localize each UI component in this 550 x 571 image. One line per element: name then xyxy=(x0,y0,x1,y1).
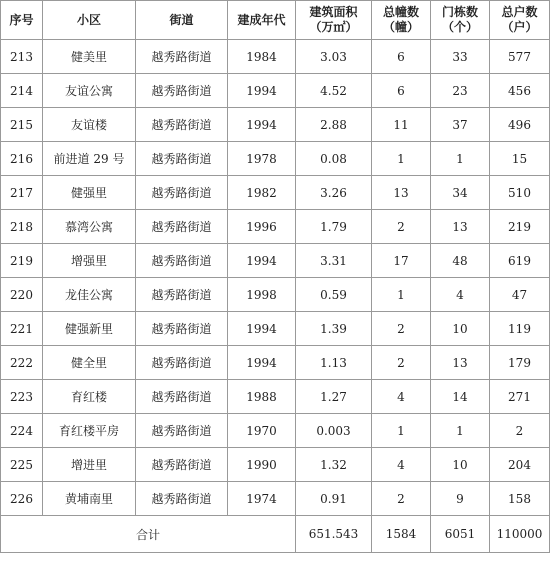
cell-year-built: 1994 xyxy=(228,244,296,278)
cell-year-built: 1974 xyxy=(228,482,296,516)
cell-building-count: 4 xyxy=(372,448,431,482)
cell-serial: 217 xyxy=(1,176,43,210)
table-row xyxy=(1,176,550,210)
table-row xyxy=(1,74,550,108)
cell-serial: 219 xyxy=(1,244,43,278)
cell-serial: 224 xyxy=(1,414,43,448)
cell-street: 越秀路街道 xyxy=(136,278,228,312)
cell-serial: 225 xyxy=(1,448,43,482)
cell-door-count: 9 xyxy=(431,482,490,516)
header-door-count: 门栋数 （个） xyxy=(431,1,490,40)
table-row xyxy=(1,482,550,516)
cell-serial: 215 xyxy=(1,108,43,142)
cell-street: 越秀路街道 xyxy=(136,448,228,482)
cell-door-count: 10 xyxy=(431,312,490,346)
header-community: 小区 xyxy=(43,1,136,40)
cell-door-count: 13 xyxy=(431,346,490,380)
table-row xyxy=(1,278,550,312)
cell-door-count: 23 xyxy=(431,74,490,108)
cell-year-built: 1994 xyxy=(228,312,296,346)
table-row xyxy=(1,414,550,448)
cell-building-count: 1 xyxy=(372,414,431,448)
total-area: 651.543 xyxy=(296,516,372,553)
cell-door-count: 34 xyxy=(431,176,490,210)
cell-street: 越秀路街道 xyxy=(136,74,228,108)
total-label: 合计 xyxy=(1,516,296,553)
cell-street: 越秀路街道 xyxy=(136,414,228,448)
cell-household-count: 15 xyxy=(490,142,550,176)
cell-year-built: 1988 xyxy=(228,380,296,414)
cell-floor-area: 0.91 xyxy=(296,482,372,516)
cell-household-count: 2 xyxy=(490,414,550,448)
cell-building-count: 2 xyxy=(372,210,431,244)
cell-street: 越秀路街道 xyxy=(136,380,228,414)
cell-street: 越秀路街道 xyxy=(136,108,228,142)
cell-street: 越秀路街道 xyxy=(136,210,228,244)
cell-door-count: 4 xyxy=(431,278,490,312)
cell-door-count: 33 xyxy=(431,40,490,74)
cell-household-count: 510 xyxy=(490,176,550,210)
cell-floor-area: 3.31 xyxy=(296,244,372,278)
header-year-built: 建成年代 xyxy=(228,1,296,40)
cell-building-count: 2 xyxy=(372,482,431,516)
cell-community: 健强里 xyxy=(43,176,136,210)
cell-building-count: 2 xyxy=(372,346,431,380)
cell-street: 越秀路街道 xyxy=(136,176,228,210)
cell-door-count: 14 xyxy=(431,380,490,414)
cell-building-count: 1 xyxy=(372,278,431,312)
cell-building-count: 2 xyxy=(372,312,431,346)
cell-building-count: 17 xyxy=(372,244,431,278)
cell-community: 黄埔南里 xyxy=(43,482,136,516)
cell-serial: 218 xyxy=(1,210,43,244)
cell-year-built: 1984 xyxy=(228,40,296,74)
cell-floor-area: 1.32 xyxy=(296,448,372,482)
total-households: 110000 xyxy=(490,516,550,553)
table-row xyxy=(1,312,550,346)
cell-serial: 220 xyxy=(1,278,43,312)
cell-serial: 223 xyxy=(1,380,43,414)
header-street: 街道 xyxy=(136,1,228,40)
cell-community: 健美里 xyxy=(43,40,136,74)
cell-household-count: 456 xyxy=(490,74,550,108)
cell-community: 增强里 xyxy=(43,244,136,278)
cell-year-built: 1994 xyxy=(228,108,296,142)
cell-community: 前进道 29 号 xyxy=(43,142,136,176)
cell-door-count: 13 xyxy=(431,210,490,244)
cell-floor-area: 1.27 xyxy=(296,380,372,414)
cell-household-count: 47 xyxy=(490,278,550,312)
cell-serial: 216 xyxy=(1,142,43,176)
table-row xyxy=(1,40,550,74)
cell-household-count: 577 xyxy=(490,40,550,74)
cell-floor-area: 3.26 xyxy=(296,176,372,210)
cell-serial: 221 xyxy=(1,312,43,346)
total-doors: 6051 xyxy=(431,516,490,553)
cell-household-count: 119 xyxy=(490,312,550,346)
cell-community: 健全里 xyxy=(43,346,136,380)
cell-door-count: 48 xyxy=(431,244,490,278)
cell-floor-area: 0.003 xyxy=(296,414,372,448)
cell-floor-area: 1.13 xyxy=(296,346,372,380)
cell-floor-area: 0.08 xyxy=(296,142,372,176)
cell-year-built: 1998 xyxy=(228,278,296,312)
table-row xyxy=(1,448,550,482)
cell-door-count: 1 xyxy=(431,142,490,176)
cell-year-built: 1978 xyxy=(228,142,296,176)
cell-door-count: 10 xyxy=(431,448,490,482)
cell-household-count: 204 xyxy=(490,448,550,482)
cell-street: 越秀路街道 xyxy=(136,244,228,278)
table-row xyxy=(1,108,550,142)
table-body xyxy=(1,40,550,516)
cell-floor-area: 0.59 xyxy=(296,278,372,312)
cell-community: 友谊公寓 xyxy=(43,74,136,108)
cell-community: 慕湾公寓 xyxy=(43,210,136,244)
cell-year-built: 1970 xyxy=(228,414,296,448)
cell-building-count: 1 xyxy=(372,142,431,176)
table-row xyxy=(1,142,550,176)
cell-serial: 222 xyxy=(1,346,43,380)
table-row xyxy=(1,380,550,414)
cell-floor-area: 4.52 xyxy=(296,74,372,108)
cell-building-count: 13 xyxy=(372,176,431,210)
cell-community: 育红楼平房 xyxy=(43,414,136,448)
cell-serial: 213 xyxy=(1,40,43,74)
cell-household-count: 271 xyxy=(490,380,550,414)
total-buildings: 1584 xyxy=(372,516,431,553)
cell-building-count: 6 xyxy=(372,74,431,108)
total-row xyxy=(1,516,550,553)
cell-household-count: 219 xyxy=(490,210,550,244)
cell-community: 友谊楼 xyxy=(43,108,136,142)
cell-household-count: 179 xyxy=(490,346,550,380)
cell-street: 越秀路街道 xyxy=(136,142,228,176)
table-row xyxy=(1,210,550,244)
cell-floor-area: 1.79 xyxy=(296,210,372,244)
cell-street: 越秀路街道 xyxy=(136,312,228,346)
cell-community: 龙佳公寓 xyxy=(43,278,136,312)
cell-door-count: 37 xyxy=(431,108,490,142)
cell-street: 越秀路街道 xyxy=(136,40,228,74)
header-household-count: 总户数 （户） xyxy=(490,1,550,40)
cell-building-count: 4 xyxy=(372,380,431,414)
header-row xyxy=(1,1,550,40)
header-floor-area: 建筑面积 （万㎡） xyxy=(296,1,372,40)
cell-year-built: 1994 xyxy=(228,74,296,108)
table-row xyxy=(1,346,550,380)
table-row xyxy=(1,244,550,278)
cell-door-count: 1 xyxy=(431,414,490,448)
cell-household-count: 158 xyxy=(490,482,550,516)
header-serial: 序号 xyxy=(1,1,43,40)
cell-street: 越秀路街道 xyxy=(136,482,228,516)
cell-year-built: 1982 xyxy=(228,176,296,210)
cell-year-built: 1990 xyxy=(228,448,296,482)
cell-household-count: 619 xyxy=(490,244,550,278)
cell-community: 增进里 xyxy=(43,448,136,482)
cell-community: 健强新里 xyxy=(43,312,136,346)
cell-floor-area: 3.03 xyxy=(296,40,372,74)
cell-street: 越秀路街道 xyxy=(136,346,228,380)
cell-year-built: 1996 xyxy=(228,210,296,244)
cell-serial: 226 xyxy=(1,482,43,516)
header-building-count: 总幢数 （幢） xyxy=(372,1,431,40)
cell-floor-area: 1.39 xyxy=(296,312,372,346)
cell-year-built: 1994 xyxy=(228,346,296,380)
cell-building-count: 11 xyxy=(372,108,431,142)
cell-building-count: 6 xyxy=(372,40,431,74)
cell-household-count: 496 xyxy=(490,108,550,142)
cell-serial: 214 xyxy=(1,74,43,108)
cell-floor-area: 2.88 xyxy=(296,108,372,142)
cell-community: 育红楼 xyxy=(43,380,136,414)
